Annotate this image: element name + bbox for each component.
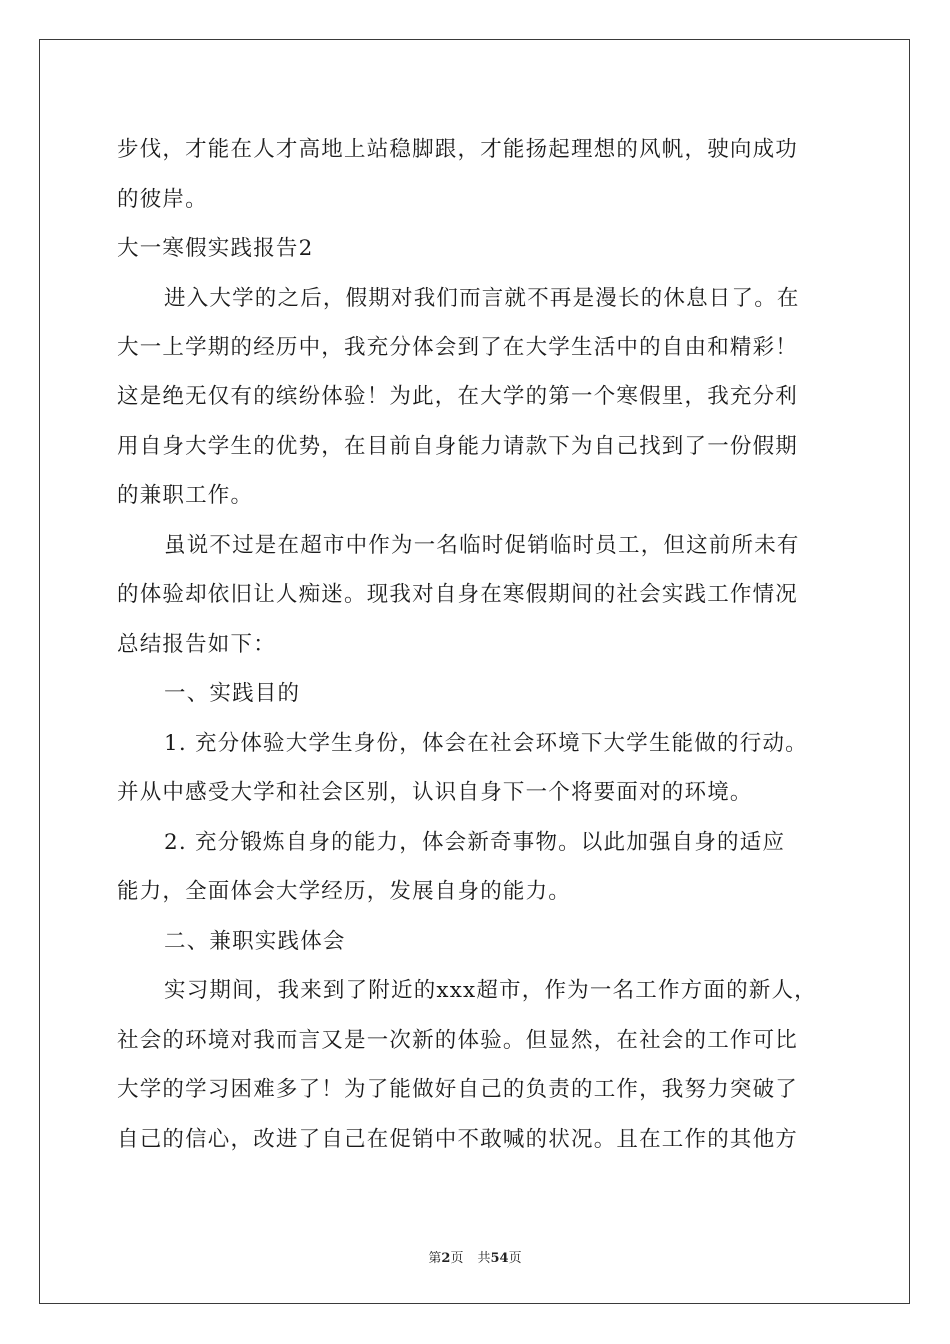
total-suffix: 页 <box>508 1251 522 1266</box>
page-suffix: 页 <box>450 1251 464 1266</box>
page-prefix: 第 <box>428 1251 442 1266</box>
page-total: 54 <box>490 1251 509 1266</box>
body-line: 并从中感受大学和社会区别，认识自身下一个将要面对的环境。 <box>117 780 753 805</box>
total-prefix: 共 <box>477 1251 491 1266</box>
section-title: 大一寒假实践报告2 <box>117 236 314 261</box>
page-footer <box>0 1247 950 1266</box>
body-line: 2. 充分锻炼自身的能力，体会新奇事物。以此加强自身的适应 <box>164 830 786 855</box>
body-line: 的兼职工作。 <box>117 483 254 508</box>
body-line: 社会的环境对我而言又是一次新的体验。但显然，在社会的工作可比 <box>117 1028 799 1053</box>
body-line: 的体验却依旧让人痴迷。现我对自身在寒假期间的社会实践工作情况 <box>117 582 799 607</box>
page-current: 2 <box>441 1251 451 1266</box>
subheading: 二、兼职实践体会 <box>164 929 346 954</box>
body-line: 的彼岸。 <box>117 187 208 212</box>
body-line: 大一上学期的经历中，我充分体会到了在大学生活中的自由和精彩！ <box>117 335 799 360</box>
body-line: 大学的学习困难多了！为了能做好自己的负责的工作，我努力突破了 <box>117 1077 799 1102</box>
subheading: 一、实践目的 <box>164 681 301 706</box>
body-line: 这是绝无仅有的缤纷体验！为此，在大学的第一个寒假里，我充分利 <box>117 384 799 409</box>
body-line: 总结报告如下： <box>117 632 276 657</box>
body-line: 能力，全面体会大学经历，发展自身的能力。 <box>117 879 572 904</box>
body-line: 1. 充分体验大学生身份，体会在社会环境下大学生能做的行动。 <box>164 731 808 756</box>
body-line: 进入大学的之后，假期对我们而言就不再是漫长的休息日了。在 <box>164 286 800 311</box>
body-line: 步伐，才能在人才高地上站稳脚跟，才能扬起理想的风帆，驶向成功 <box>117 137 799 162</box>
body-line: 自己的信心，改进了自己在促销中不敢喊的状况。且在工作的其他方 <box>117 1127 799 1152</box>
page-border <box>39 39 910 1304</box>
body-line: 用自身大学生的优势，在目前自身能力请款下为自己找到了一份假期 <box>117 434 799 459</box>
body-line: 虽说不过是在超市中作为一名临时促销临时员工，但这前所未有 <box>164 533 800 558</box>
body-line: 实习期间，我来到了附近的xxx超市，作为一名工作方面的新人， <box>164 978 817 1003</box>
